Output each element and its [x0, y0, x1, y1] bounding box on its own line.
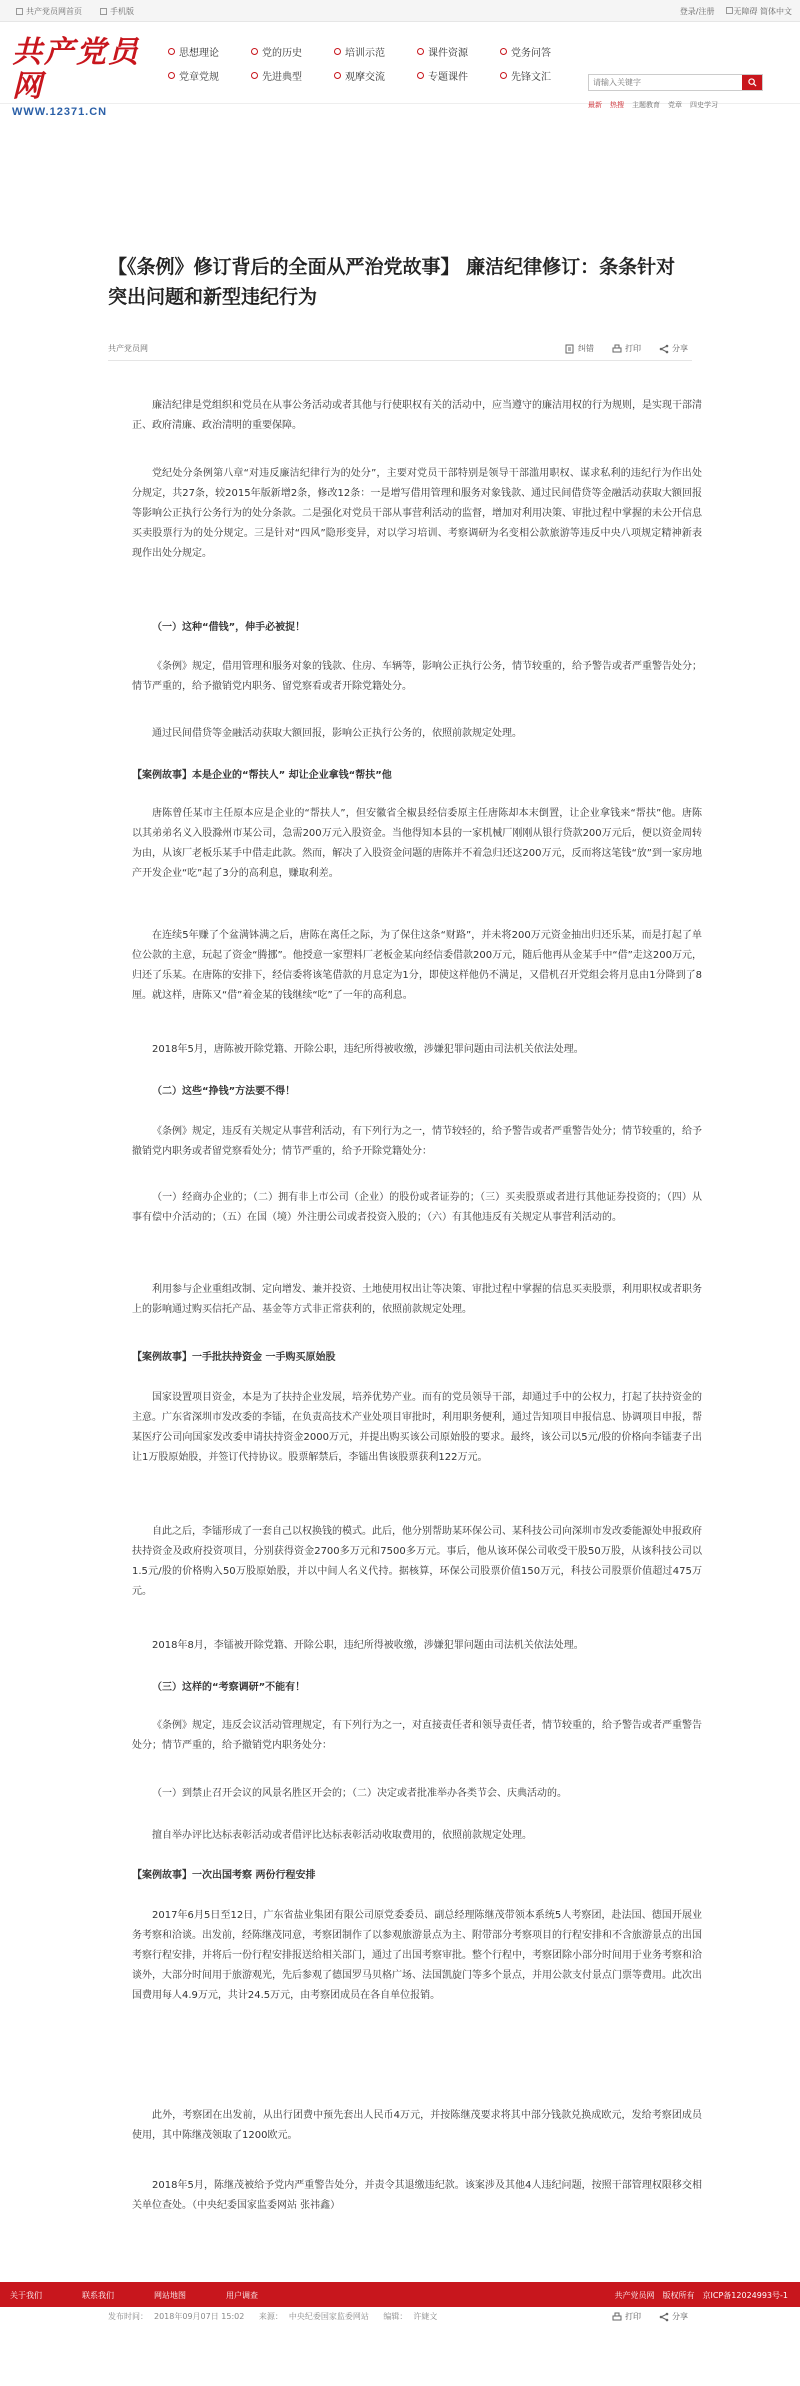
- article-paragraph: （一）经商办企业的；（二）拥有非上市公司（企业）的股份或者证券的；（三）买卖股票或者进行其他证券投资的；（四）从事有偿中介活动的；（五）在国（境）外注册公司或者投资入股的；（六）有其他违反有关规定从事营利活动的。: [132, 1192, 702, 1223]
- spacer: [0, 104, 1, 2386]
- article-paragraph: 在连续5年赚了个盆满钵满之后，唐陈在离任之际，为了保住这条“财路”，并未将200万元资金抽出归还乐某，而是打起了单位公款的主意，玩起了资金“腾挪”。他授意一家塑料厂老板金某向经信委借款200万元，随后他再从金某手中“借”走这200万元，归还了乐某。在唐陈的安排下，经信委将该笔借款的月息定为1分，即使这样他仍不满足，又借机召开党组会将月息由1分降到了8厘。就这样，唐陈又“借”着金某的钱继续“吃”了一年的高利息。: [132, 930, 702, 1001]
- footer-copyright: 版权所有: [662, 2291, 695, 2300]
- print-button[interactable]: 打印: [612, 343, 641, 354]
- hot-item[interactable]: 热搜: [610, 101, 624, 109]
- nav-bullet-icon: [417, 48, 424, 55]
- footer-link[interactable]: 联系我们: [82, 2291, 114, 2300]
- hot-item[interactable]: 最新: [588, 101, 602, 109]
- nav-item[interactable]: 课件资源: [417, 44, 500, 59]
- meta-source: 来源： 中央纪委国家监委网站: [258, 2312, 369, 2321]
- home-icon: [16, 8, 23, 15]
- nav-item[interactable]: 先进典型: [251, 68, 334, 83]
- nav-item[interactable]: 党务问答: [500, 44, 583, 59]
- meta-editor: 编辑： 许婕文: [383, 2312, 438, 2321]
- hot-item[interactable]: 党章: [668, 101, 682, 109]
- login-link[interactable]: 登录/注册: [679, 7, 715, 16]
- search-input[interactable]: [589, 75, 742, 90]
- article-paragraph: 国家设置项目资金，本是为了扶持企业发展，培养优势产业。而有的党员领导干部，却通过手中的公权力，打起了扶持资金的主意。广东省深圳市发改委的李镭，在负责高技术产业处项目审批时，利用职务便利，通过告知项目申报信息、协调项目申报，帮某医疗公司向国家发改委申请扶持资金2000万元，并提出购买该公司原始股的要求。最终，该公司以5元/股的价格向李镭妻子出让1万股原始股，并签订代持协议。股票解禁后，李镭出售该股票获利122万元。: [132, 1392, 702, 1463]
- nav-item[interactable]: 思想理论: [168, 44, 251, 59]
- footer-link[interactable]: 关于我们: [10, 2291, 42, 2300]
- nav-item[interactable]: 先锋文汇: [500, 68, 583, 83]
- nav-bullet-icon: [500, 72, 507, 79]
- mobile-icon: [100, 8, 107, 15]
- print-icon: [612, 344, 622, 354]
- section-heading: （二）这些“挣钱”方法要不得！: [152, 1086, 296, 1097]
- accessibility-link[interactable]: 无障碍 简体中文: [726, 6, 792, 17]
- article-tools: [565, 343, 688, 354]
- article-paragraph: 2018年5月，唐陈被开除党籍、开除公职，违纪所得被收缴，涉嫌犯罪问题由司法机关依法处理。: [152, 1044, 584, 1055]
- nav-item[interactable]: 观摩交流: [334, 68, 417, 83]
- article-paragraph: 廉洁纪律是党组织和党员在从事公务活动或者其他与行使职权有关的活动中，应当遵守的廉洁用权的行为规则，是实现干部清正、政府清廉、政治清明的重要保障。: [132, 400, 702, 431]
- share-button[interactable]: 分享: [659, 343, 688, 354]
- section-heading: （三）这样的“考察调研”不能有！: [152, 1682, 306, 1693]
- article-paragraph: 利用参与企业重组改制、定向增发、兼并投资、土地使用权出让等决策、审批过程中掌握的信息买卖股票，利用职权或者职务上的影响通过购买信托产品、基金等方式非正常获利的，依照前款规定处理。: [132, 1284, 702, 1315]
- nav-bullet-icon: [417, 72, 424, 79]
- article-paragraph: 《条例》规定，违反会议活动管理规定，有下列行为之一，对直接责任者和领导责任者，情节较重的，给予警告或者严重警告处分；情节严重的，给予撤销党内职务处分：: [132, 1720, 702, 1751]
- article-paragraph: 2017年6月5日至12日，广东省盐业集团有限公司原党委委员、副总经理陈继茂带领本系统5人考察团，赴法国、德国开展业务考察和洽谈。出发前，经陈继茂同意，考察团制作了以参观旅游景点为主、附带部分考察项目的行程安排和不含旅游景点的出国考察行程安排，并将后一份行程安排报送给相关部门，通过了出国考察审批。整个行程中，考察团除小部分时间用于业务考察和洽谈外，大部分时间用于旅游观光，先后参观了德国罗马贝格广场、法国凯旋门等多个景点，并用公款支付景点门票等费用。此次出国费用每人4.9万元，共计24.5万元，由考察团成员在各自单位报销。: [132, 1910, 702, 2001]
- print-icon: [612, 2312, 622, 2322]
- nav-item[interactable]: 培训示范: [334, 44, 417, 59]
- nav-bullet-icon: [168, 48, 175, 55]
- divider: [108, 360, 692, 361]
- edit-icon: [565, 344, 575, 354]
- footer-icp[interactable]: 京ICP备12024993号-1: [702, 2291, 788, 2300]
- correct-button[interactable]: 纠错: [565, 343, 594, 354]
- nav-item[interactable]: 党章党规: [168, 68, 251, 83]
- nav-bullet-icon: [334, 48, 341, 55]
- hot-item[interactable]: 主题教育: [632, 101, 660, 109]
- case-heading: 【案例故事】一次出国考察 两份行程安排: [132, 1870, 316, 1881]
- site-header: [0, 22, 800, 118]
- article-paragraph: 此外，考察团在出发前，从出行团费中预先套出人民币4万元，并按陈继茂要求将其中部分钱款兑换成欧元，发给考察团成员使用，其中陈继茂领取了1200欧元。: [132, 2110, 702, 2141]
- search-area: [588, 74, 763, 91]
- share-icon: [659, 344, 669, 354]
- article-paragraph: 擅自举办评比达标表彰活动或者借评比达标表彰活动收取费用的，依照前款规定处理。: [152, 1830, 532, 1841]
- nav-bullet-icon: [251, 48, 258, 55]
- footer-link[interactable]: 用户调查: [226, 2291, 258, 2300]
- article-tools-bottom: [612, 2311, 688, 2322]
- site-logo[interactable]: 共产党员网 WWW.12371.CN: [12, 35, 140, 118]
- article-paragraph: （一）到禁止召开会议的风景名胜区开会的；（二）决定或者批准举办各类节会、庆典活动的。: [152, 1788, 567, 1799]
- top-bar: [0, 0, 800, 22]
- nav-bullet-icon: [500, 48, 507, 55]
- site-footer: [0, 2282, 800, 2307]
- footer-copyright: 共产党员网: [614, 2291, 655, 2300]
- nav-bullet-icon: [168, 72, 175, 79]
- nav-item[interactable]: 专题课件: [417, 68, 500, 83]
- article-paragraph: 《条例》规定，借用管理和服务对象的钱款、住房、车辆等，影响公正执行公务，情节较重的，给予警告或者严重警告处分；情节严重的，给予撤销党内职务、留党察看或者开除党籍处分。: [132, 661, 702, 692]
- search-icon: [748, 78, 757, 87]
- home-link[interactable]: 共产党员网首页: [16, 6, 82, 17]
- mobile-link[interactable]: 手机版: [100, 6, 134, 17]
- main-nav: [168, 44, 583, 83]
- section-heading: （一）这种“借钱”，伸手必被捉！: [152, 622, 306, 633]
- publish-time: 发布时间： 2018年09月07日 15:02: [108, 2312, 245, 2321]
- print-button[interactable]: 打印: [612, 2311, 641, 2322]
- article-paragraph: 2018年8月，李镭被开除党籍、开除公职，违纪所得被收缴，涉嫌犯罪问题由司法机关依法处理。: [152, 1640, 584, 1651]
- footer-link[interactable]: 网站地图: [154, 2291, 186, 2300]
- hot-item[interactable]: 四史学习: [690, 101, 718, 109]
- nav-item[interactable]: 党的历史: [251, 44, 334, 59]
- article-paragraph: 自此之后，李镭形成了一套自己以权换钱的模式。此后，他分别帮助某环保公司、某科技公司向深圳市发改委能源处申报政府扶持资金及政府投资项目，分别获得资金2700多万元和7500多万元。事后，他从该环保公司收受干股50万股，从该科技公司以1.5元/股的价格购入50万股原始股，并以中间人名义代持。据核算，环保公司股票价值150万元，科技公司股票价值超过475万元。: [132, 1526, 702, 1597]
- nav-bullet-icon: [251, 72, 258, 79]
- article-paragraph: 通过民间借贷等金融活动获取大额回报，影响公正执行公务的，依照前款规定处理。: [152, 728, 522, 739]
- article-paragraph: 党纪处分条例第八章“对违反廉洁纪律行为的处分”，主要对党员干部特别是领导干部滥用职权、谋求私利的违纪行为作出处分规定，共27条，较2015年版新增2条，修改12条：一是增写借用管理和服务对象钱款、通过民间借贷等金融活动获取大额回报等影响公正执行公务行为的处分条款。二是强化对党员干部从事营利活动的监督，增加对利用决策、审批过程中掌握的未公开信息买卖股票行为的处分规定。三是针对“四风”隐形变异，对以学习培训、考察调研为名变相公款旅游等违反中央八项规定精神新表现作出处分规定。: [132, 468, 702, 559]
- hot-search: [588, 100, 718, 110]
- article-title: 【《条例》修订背后的全面从严治党故事】 廉洁纪律修订：条条针对突出问题和新型违纪行为: [108, 256, 676, 308]
- share-button[interactable]: 分享: [659, 2311, 688, 2322]
- article-paragraph: 《条例》规定，违反有关规定从事营利活动，有下列行为之一，情节较轻的，给予警告或者严重警告处分；情节较重的，给予撤销党内职务或者留党察看处分；情节严重的，给予开除党籍处分：: [132, 1126, 702, 1157]
- nav-bullet-icon: [334, 72, 341, 79]
- article-source: 共产党员网: [108, 344, 148, 353]
- search-button[interactable]: [742, 75, 762, 90]
- case-heading: 【案例故事】一手批扶持资金 一手购买原始股: [132, 1352, 336, 1363]
- article-meta: [108, 2311, 449, 2322]
- article-paragraph: 2018年5月，陈继茂被给予党内严重警告处分，并责令其退缴违纪款。该案涉及其他4人违纪问题，按照干部管理权限移交相关单位查处。（中央纪委国家监委网站 张祎鑫）: [132, 2180, 702, 2211]
- share-icon: [659, 2312, 669, 2322]
- article-paragraph: 唐陈曾任某市主任原本应是企业的“帮扶人”，但安徽省全椒县经信委原主任唐陈却本末倒置，让企业拿钱来“帮扶”他。唐陈以其弟弟名义入股滁州市某公司，急需200万元入股资金。当他得知本县的一家机械厂刚刚从银行贷款200万元后，便以资金周转为由，从该厂老板乐某手中借走此款。然而，解决了入股资金问题的唐陈并不着急归还这200万元，反而将这笔钱“放”到一家房地产开发企业“吃”起了3分的高利息，赚取利差。: [132, 808, 702, 879]
- case-heading: 【案例故事】本是企业的“帮扶人” 却让企业拿钱“帮扶”他: [132, 770, 392, 781]
